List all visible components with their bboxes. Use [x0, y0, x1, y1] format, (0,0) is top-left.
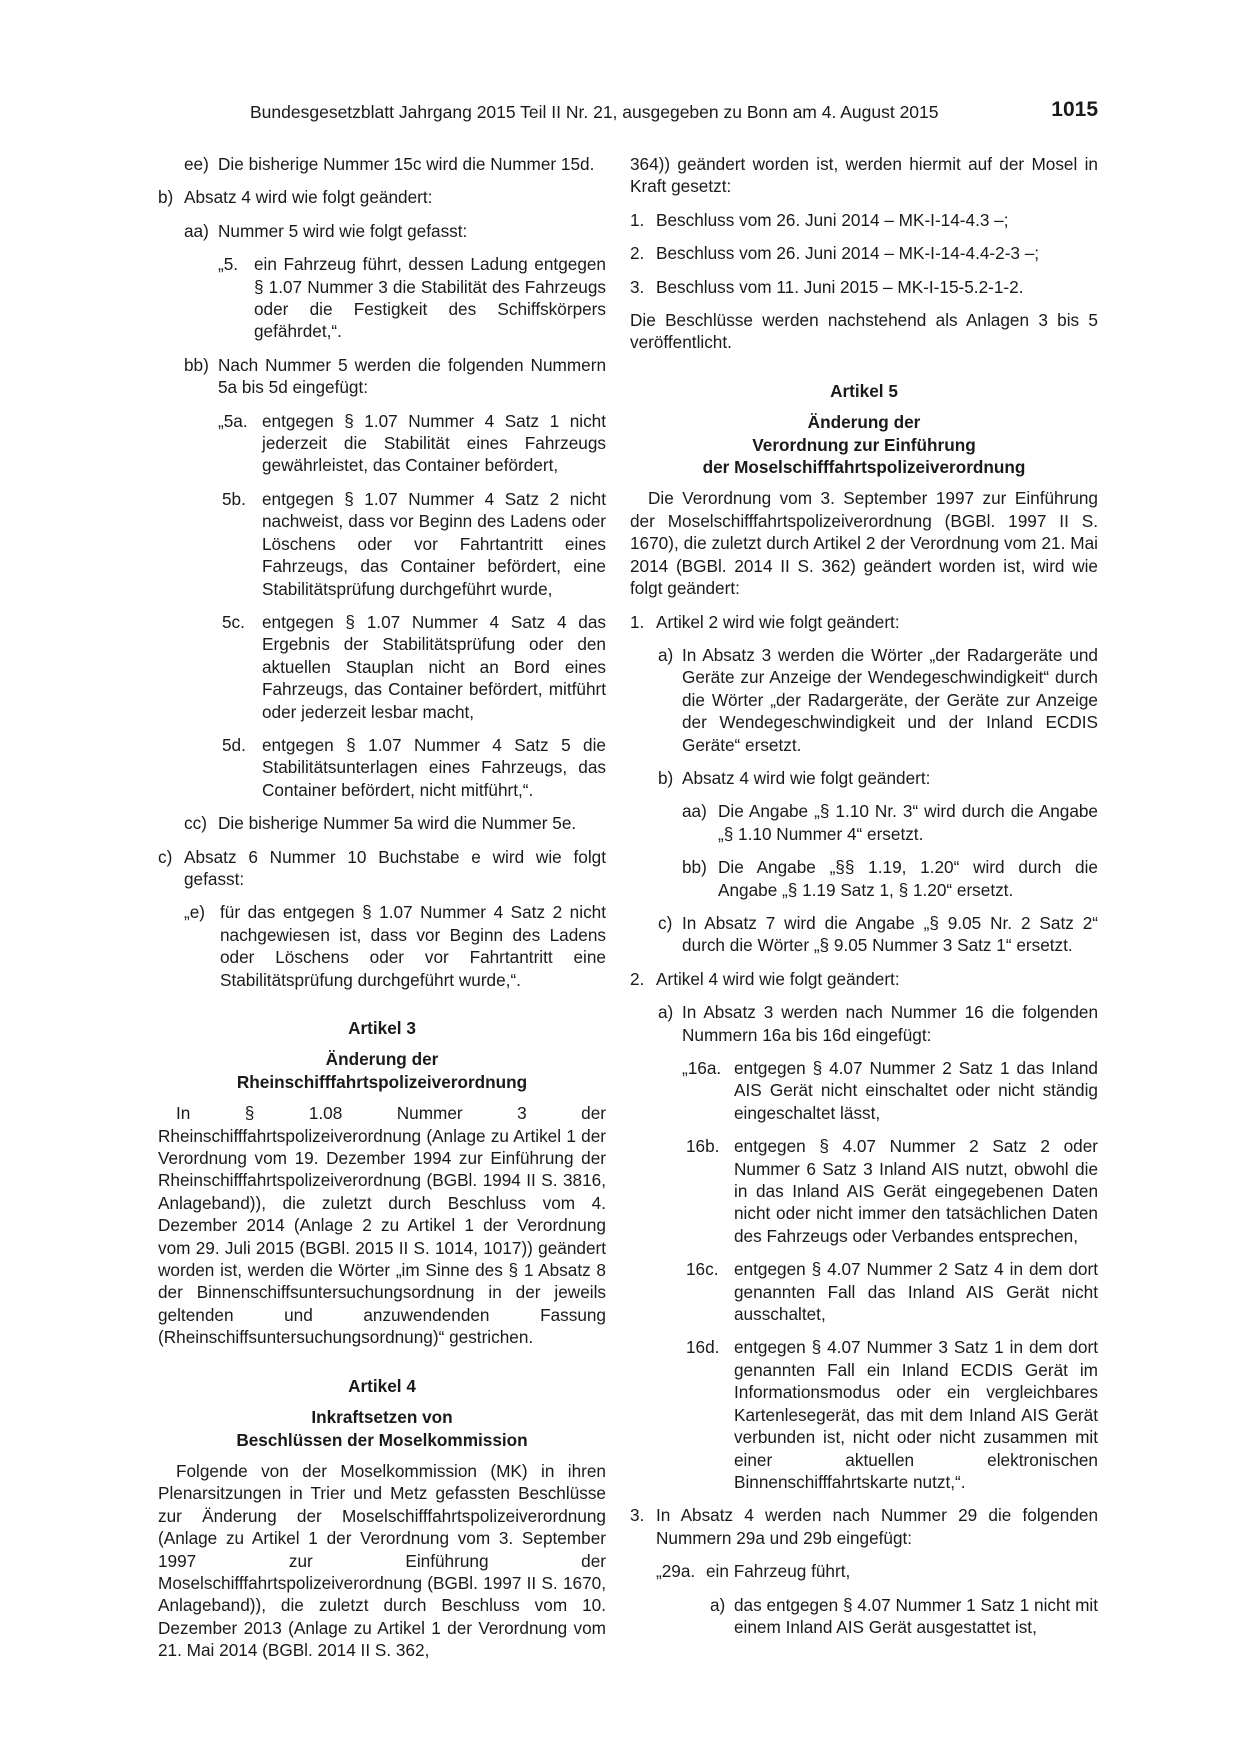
item-text: entgegen § 1.07 Nummer 4 Satz 5 die Stabilitätsunterlagen eines Fahrzeugs, das Container befördert, nicht mitführt,“. [262, 734, 606, 800]
item-label: ee) [184, 154, 209, 174]
article-subheading: Inkraftsetzen von [311, 1407, 453, 1428]
item-text: Beschluss vom 26. Juni 2014 – MK-I-14-4.4-2-3 –; [656, 243, 1040, 264]
item-text: Absatz 4 wird wie folgt geändert: [184, 187, 433, 208]
quoted-item-5c [158, 611, 606, 723]
item-label: 16d. [686, 1337, 720, 1358]
item-label: c) [158, 846, 173, 867]
item-label: „5a. [218, 410, 248, 431]
article-subheading: Änderung der [807, 412, 921, 433]
item-text: entgegen § 1.07 Nummer 4 Satz 4 das Ergebnis der Stabilitätsprüfung oder den aktuellen Stauplan nicht an Bord eines Fahrzeugs, das Container befördert, mitführt oder jederzeit lesbar macht, [262, 611, 606, 722]
item-text: Artikel 2 wird wie folgt geändert: [656, 611, 900, 632]
article-subheading: der Moselschifffahrtspolizeiverordnung [702, 457, 1026, 478]
item-bb [158, 354, 606, 399]
article-subheading: Beschlüssen der Moselkommission [236, 1429, 528, 1450]
article-body: Die Verordnung vom 3. September 1997 zur Einführung der Moselschifffahrtspolizeiverordnung (BGBl. 1997 II S. 1670), die zuletzt durch Artikel 2 der Verordnung vom 21. Mai 2014 (BGBl. 2014 II S. 362) geändert worden ist, wird wie folgt geändert: [630, 488, 1098, 599]
item-label: aa) [682, 801, 707, 822]
item-label: „16a. [682, 1058, 722, 1078]
quoted-item-5b [158, 488, 606, 600]
item-aa [158, 220, 606, 242]
item-text: Beschluss vom 11. Juni 2015 – MK-I-15-5.2-1-2. [656, 276, 1024, 297]
item-label: a) [710, 1594, 726, 1615]
quoted-item-16a [630, 1057, 1098, 1124]
item-label: 3. [630, 276, 645, 297]
quoted-item-5 [158, 253, 606, 343]
item-c [158, 846, 606, 891]
item-label: c) [658, 912, 673, 933]
item-text: In Absatz 4 werden nach Nummer 29 die folgenden Nummern 29a und 29b eingefügt: [656, 1505, 1098, 1548]
page-header [250, 98, 1098, 126]
item-label: „e) [184, 902, 206, 923]
item-label: a) [658, 644, 674, 665]
article-3 [158, 1017, 606, 1349]
article-heading: Artikel 4 [348, 1375, 416, 1396]
item-1a [630, 644, 1098, 756]
article-subheading: Verordnung zur Einführung [752, 434, 976, 455]
item-1b-bb [630, 856, 1098, 901]
item-cc [158, 812, 606, 834]
item-text: Die Angabe „§ 1.10 Nr. 3“ wird durch die Angabe „§ 1.10 Nummer 4“ ersetzt. [718, 801, 1098, 844]
item-text: entgegen § 1.07 Nummer 4 Satz 2 nicht nachweist, dass vor Beginn des Ladens oder Löschens oder vor Fahrtantritt eines Fahrzeugs, das Container befördert, eine Stabilitätsprüfung durchgeführt wurde, [262, 488, 606, 599]
item-text: Nummer 5 wird wie folgt gefasst: [218, 220, 468, 241]
article-body: Folgende von der Moselkommission (MK) in ihren Plenarsitzungen in Trier und Metz gefassten Beschlüsse zur Änderung der Moselschifffahrtspolizeiverordnung (Anlage zu Artikel 1 der Verordnung vom 3. September 1997 zur Einführung der Moselschifffahrtspolizeiverordnung (BGBl. 1997 II S. 1670, Anlageband)), die zuletzt durch Beschluss vom 10. Dezember 2013 (Anlage zu Artikel 1 der Verordnung vom 21. Mai 2014 (BGBl. 2014 II S. 362, [158, 1460, 606, 1661]
item-text: Die bisherige Nummer 15c wird die Nummer 15d. [218, 154, 595, 174]
article-heading: Artikel 5 [830, 380, 898, 401]
item-label: 2. [630, 243, 645, 264]
list-item [630, 209, 1098, 231]
continued-text: 364)) geändert worden ist, werden hiermit auf der Mosel in Kraft gesetzt: [630, 154, 1098, 197]
list-item [630, 276, 1098, 298]
item-2 [630, 968, 1098, 990]
item-label: 16b. [686, 1136, 720, 1157]
item-label: 5d. [222, 734, 246, 755]
article-4 [158, 1375, 606, 1662]
list-item [630, 242, 1098, 264]
quoted-item-16d [630, 1336, 1098, 1493]
item-text: entgegen § 4.07 Nummer 2 Satz 4 in dem dort genannten Fall das Inland AIS Gerät nicht ausschaltet, [734, 1259, 1098, 1325]
item-text: ein Fahrzeug führt, [706, 1561, 851, 1582]
item-label: 5c. [222, 611, 245, 632]
quoted-item-29a [630, 1560, 1098, 1582]
item-label: 1. [630, 209, 645, 230]
item-label: 1. [630, 611, 645, 632]
item-text: In Absatz 3 werden die Wörter „der Radargeräte und Geräte zur Anzeige der Wendegeschwindigkeit“ durch die Wörter „der Radargeräte, der Geräte zur Anzeige der Wendegeschwindigkeit und der Inland ECDIS Geräte“ ersetzt. [682, 644, 1098, 755]
item-label: 3. [630, 1505, 645, 1526]
item-text: In Absatz 7 wird die Angabe „§ 9.05 Nr. 2 Satz 2“ durch die Wörter „§ 9.05 Nummer 3 Satz 1“ ersetzt. [682, 912, 1098, 956]
item-text: Beschluss vom 26. Juni 2014 – MK-I-14-4.3 –; [656, 209, 1009, 230]
item-text: In Absatz 3 werden nach Nummer 16 die folgenden Nummern 16a bis 16d eingefügt: [682, 1002, 1098, 1045]
item-1b [630, 767, 1098, 789]
item-3 [630, 1504, 1098, 1549]
item-label: b) [658, 767, 674, 788]
item-b [158, 186, 606, 208]
header-title: Bundesgesetzblatt Jahrgang 2015 Teil II Nr. 21, ausgegeben zu Bonn am 4. August 2015 [250, 102, 939, 122]
item-text: Absatz 6 Nummer 10 Buchstabe e wird wie folgt gefasst: [184, 846, 606, 889]
item-2a [630, 1001, 1098, 1046]
item-label: bb) [184, 354, 209, 375]
article-subheading: Rheinschifffahrtspolizeiverordnung [236, 1071, 528, 1092]
item-label: b) [158, 187, 174, 208]
item-label: „5. [218, 254, 239, 275]
item-label: 2. [630, 968, 645, 989]
item-text: Die Angabe „§§ 1.19, 1.20“ wird durch die Angabe „§ 1.19 Satz 1, § 1.20“ ersetzt. [718, 857, 1098, 900]
item-text: Absatz 4 wird wie folgt geändert: [682, 767, 931, 788]
item-label: bb) [682, 857, 707, 878]
article-subheading: Änderung der [325, 1049, 439, 1070]
quoted-item-29a-a [630, 1594, 1098, 1639]
item-1c [630, 912, 1098, 957]
item-text: entgegen § 1.07 Nummer 4 Satz 1 nicht jederzeit die Stabilität eines Fahrzeugs gewährleistet, das Container befördert, [262, 410, 606, 476]
item-label: a) [658, 1002, 674, 1023]
quoted-item-e [158, 901, 606, 991]
page-number: 1015 [1051, 98, 1098, 121]
quoted-item-16c [630, 1258, 1098, 1325]
left-column [158, 153, 606, 1662]
article-body: In § 1.08 Nummer 3 der Rheinschifffahrtspolizeiverordnung (Anlage zu Artikel 1 der Verordnung vom 19. Dezember 1994 zur Einführung der Rheinschifffahrtspolizeiverordnung (BGBl. 1994 II S. 3816, Anlageband)), die zuletzt durch Beschluss vom 4. Dezember 2014 (Anlage 2 zu Artikel 1 der Verordnung vom 29. Juli 2015 (BGBl. 2015 II S. 1014, 1017)) geändert worden ist, werden die Wörter „im Sinne des § 1 Absatz 8 der Binnenschiffsuntersuchungsordnung in der jeweils geltenden und anzuwendenden Fassung (Rheinschiffsuntersuchungsordnung)“ gestrichen. [158, 1103, 606, 1348]
item-text: für das entgegen § 1.07 Nummer 4 Satz 2 nicht nachgewiesen ist, dass vor Beginn des Ladens oder Löschens oder vor Fahrtantritt eine Stabilitätsprüfung durchgeführt wurde,“. [220, 902, 606, 990]
item-text: entgegen § 4.07 Nummer 3 Satz 1 in dem dort genannten Fall ein Inland ECDIS Gerät im Informationsmodus oder ein vergleichbares Kartenlesegerät, das mit dem Inland AIS Gerät verbunden ist, nicht oder nicht zusammen mit einer aktuellen elektronischen Binnenschifffahrtskarte nutzt,“. [734, 1337, 1098, 1492]
quoted-item-5a [158, 410, 606, 477]
item-text: Artikel 4 wird wie folgt geändert: [656, 968, 900, 989]
right-column [630, 153, 1098, 1638]
item-label: aa) [184, 220, 209, 241]
item-label: „29a. [656, 1561, 696, 1582]
annex-note: Die Beschlüsse werden nachstehend als Anlagen 3 bis 5 veröffentlicht. [630, 310, 1098, 353]
item-text: entgegen § 4.07 Nummer 2 Satz 2 oder Nummer 6 Satz 3 Inland AIS nutzt, obwohl die in das Inland AIS Gerät eingegebenen Daten nicht oder nicht immer den tatsächlichen Daten des Fahrzeugs oder Verbandes entsprechen, [734, 1136, 1098, 1246]
item-1b-aa [630, 800, 1098, 845]
item-text: Nach Nummer 5 werden die folgenden Nummern 5a bis 5d eingefügt: [218, 354, 606, 398]
item-label: 16c. [686, 1259, 719, 1280]
item-label: 5b. [222, 488, 246, 509]
article-5 [630, 380, 1098, 600]
item-text: ein Fahrzeug führt, dessen Ladung entgegen § 1.07 Nummer 3 die Stabilität des Fahrzeugs oder die Festigkeit des Schiffskörpers gefährdet,“. [254, 254, 606, 342]
item-label: cc) [184, 813, 207, 834]
quoted-item-16b [630, 1135, 1098, 1247]
article-heading: Artikel 3 [348, 1018, 416, 1038]
quoted-item-5d [158, 734, 606, 801]
item-text: entgegen § 4.07 Nummer 2 Satz 1 das Inland AIS Gerät nicht einschaltet oder nicht ständig eingeschaltet lässt, [734, 1058, 1098, 1123]
item-text: Die bisherige Nummer 5a wird die Nummer 5e. [218, 813, 577, 834]
item-ee [158, 153, 606, 175]
item-1 [630, 611, 1098, 633]
item-text: das entgegen § 4.07 Nummer 1 Satz 1 nicht mit einem Inland AIS Gerät ausgestattet ist, [734, 1594, 1099, 1637]
